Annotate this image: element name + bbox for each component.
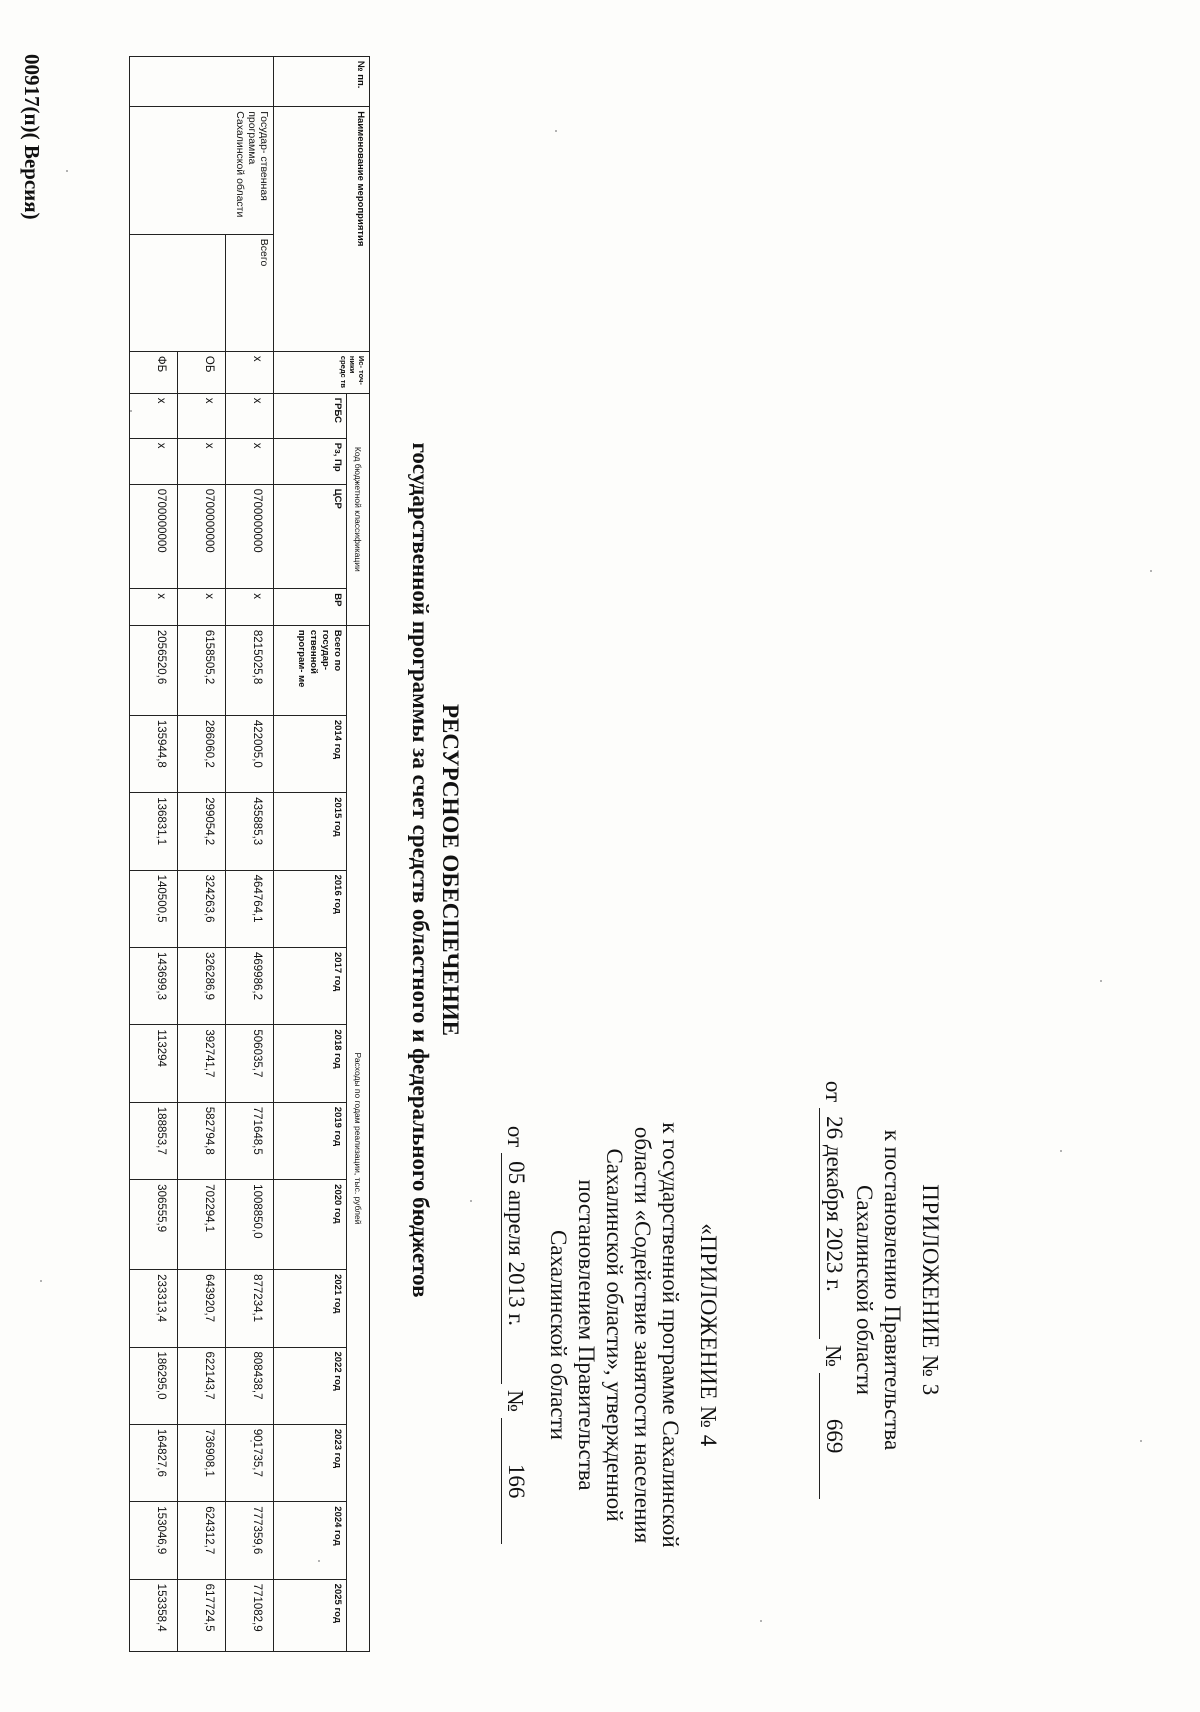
from-label: от [821,1080,846,1103]
document-title [405,290,465,1450]
document-subtitle-line: государственной программы за счет средств областного и федерального бюджетов [408,442,433,1298]
col-header-csr: ЦСР [274,484,347,589]
cell-year-value: 299054,2 [178,793,226,870]
col-header-year: 2022 год [274,1347,347,1424]
cell-year-value: 153358,4 [130,1579,178,1651]
appendix-line: к постановлению Правительства [880,1129,905,1451]
col-header-year: 2017 год [274,948,347,1025]
program-date: 05 апреля 2013 г. [501,1153,530,1384]
cell-year-value: 771648,5 [226,1102,274,1179]
cell-year-value: 286060,2 [178,715,226,792]
cell-vr: х [130,589,178,626]
cell-year-value: 771082,9 [226,1579,274,1651]
cell-year-value: 469986,2 [226,948,274,1025]
cell-total: 8215025,8 [226,625,274,715]
cell-year-value: 113294 [130,1025,178,1102]
col-header-rzpr: Рз, Пр [274,438,347,484]
cell-year-value: 622143,7 [178,1347,226,1424]
cell-grbs: х [130,393,178,438]
cell-rzpr: х [178,438,226,484]
col-header-year: 2020 год [274,1180,347,1270]
appendix-header [819,1020,944,1560]
cell-year-value: 736908,1 [178,1424,226,1501]
program-line: постановлением Правительства [574,1179,599,1491]
cell-csr: 0700000000 [226,484,274,589]
col-header-expenses: Расходы по годам реализации, тыс. рублей [347,625,370,1651]
document-title-line: РЕСУРСНОЕ ОБЕСПЕЧЕНИЕ [438,703,463,1036]
cell-total-label: Всего [226,234,274,351]
cell-year-value: 306555,9 [130,1180,178,1270]
cell-year-value: 582794,8 [178,1102,226,1179]
table-header-row [347,57,370,1652]
cell-csr: 0700000000 [178,484,226,589]
cell-source: ФБ [130,351,178,393]
col-header-budget-code: Код бюджетной классификации [347,393,370,625]
appendix-date-line [819,1020,848,1560]
cell-empty [130,234,226,351]
table-row [226,57,274,1652]
col-header-vr: ВР [274,589,347,626]
appendix-line: Сахалинской области [852,1185,877,1395]
col-header-year: 2018 год [274,1025,347,1102]
cell-year-value: 624312,7 [178,1502,226,1579]
cell-program-name: Государ- ственная программа Сахалинской области [130,107,274,235]
number-label: № [503,1390,528,1413]
cell-year-value: 643920,7 [178,1270,226,1347]
cell-total: 2056520,6 [130,625,178,715]
cell-vr: х [226,589,274,626]
col-header-grbs: ГРБС [274,393,347,438]
cell-rzpr: х [130,438,178,484]
cell-year-value: 136831,1 [130,793,178,870]
cell-year-value: 702294,1 [178,1180,226,1270]
col-header-total: Всего по государ- ственной програм- ме [274,625,347,715]
col-header-year: 2021 год [274,1270,347,1347]
program-line: Сахалинской области», утвержденной [602,1148,627,1522]
program-line: Сахалинской области [546,1230,571,1440]
cell-source: х [226,351,274,393]
appendix-number: 669 [819,1373,848,1499]
cell-year-value: 392741,7 [178,1025,226,1102]
cell-total: 6158505,2 [178,625,226,715]
program-line: области «Содействие занятости населения [630,1126,655,1544]
cell-year-value: 140500,5 [130,870,178,947]
col-header-year: 2023 год [274,1424,347,1501]
cell-year-value: 135944,8 [130,715,178,792]
cell-year-value: 324263,6 [178,870,226,947]
cell-csr: 0700000000 [130,484,178,589]
col-header-year: 2016 год [274,870,347,947]
program-date-line [501,1055,530,1615]
cell-source: ОБ [178,351,226,393]
col-header-num: № пп. [274,57,370,107]
from-label: от [503,1125,528,1148]
cell-vr: х [178,589,226,626]
col-header-year: 2015 год [274,793,347,870]
resource-table [129,56,370,1652]
cell-year-value: 808438,7 [226,1347,274,1424]
cell-year-value: 464764,1 [226,870,274,947]
program-header [501,1055,722,1615]
program-appendix-title: «ПРИЛОЖЕНИЕ № 4 [696,1223,721,1447]
cell-num [130,57,274,107]
cell-year-value: 143699,3 [130,948,178,1025]
cell-year-value: 164827,6 [130,1424,178,1501]
cell-rzpr: х [226,438,274,484]
cell-year-value: 186295,0 [130,1347,178,1424]
col-header-year: 2024 год [274,1502,347,1579]
cell-year-value: 901735,7 [226,1424,274,1501]
program-number: 166 [501,1418,530,1544]
cell-year-value: 877234,1 [226,1270,274,1347]
col-header-name: Наименование мероприятия [274,107,370,352]
cell-grbs: х [226,393,274,438]
cell-year-value: 777359,6 [226,1502,274,1579]
document-code: 00917(п)( Версия) [20,54,44,220]
col-header-source: Ис- точ- ники средс тв [274,351,370,393]
cell-year-value: 1008850,0 [226,1180,274,1270]
cell-grbs: х [178,393,226,438]
cell-year-value: 617724,5 [178,1579,226,1651]
table-row [178,57,226,1652]
program-line: к государственной программе Сахалинской [658,1122,683,1548]
col-header-year: 2019 год [274,1102,347,1179]
number-label: № [821,1345,846,1368]
appendix-date: 26 декабря 2023 г. [819,1108,848,1339]
col-header-year: 2014 год [274,715,347,792]
appendix-title: ПРИЛОЖЕНИЕ № 3 [918,1184,943,1396]
col-header-year: 2025 год [274,1579,347,1651]
cell-year-value: 188853,7 [130,1102,178,1179]
cell-year-value: 506035,7 [226,1025,274,1102]
cell-year-value: 422005,0 [226,715,274,792]
cell-year-value: 233313,4 [130,1270,178,1347]
cell-year-value: 153046,9 [130,1502,178,1579]
cell-year-value: 435885,3 [226,793,274,870]
cell-year-value: 326286,9 [178,948,226,1025]
